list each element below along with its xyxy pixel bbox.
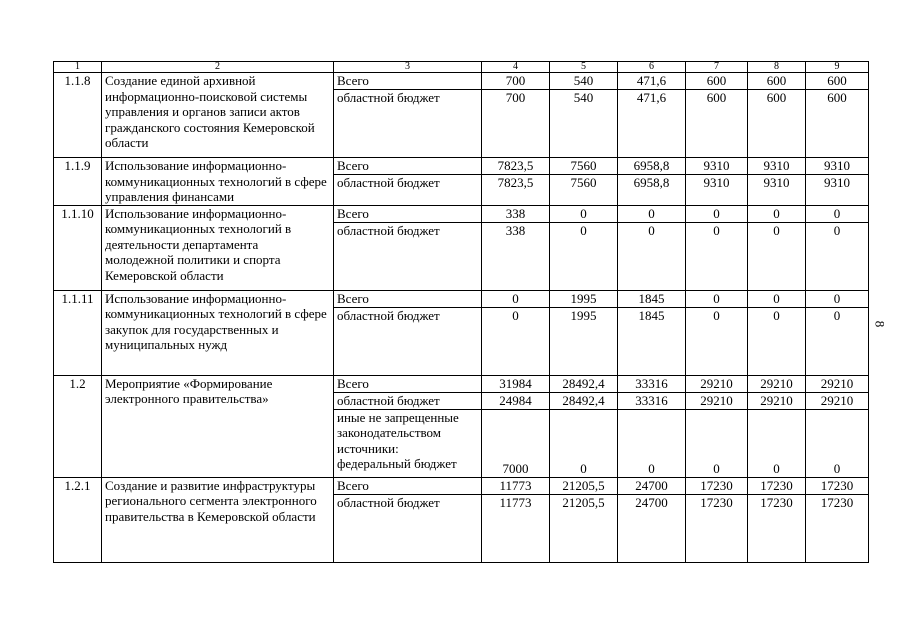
amount-cell: 0: [806, 205, 869, 222]
amount-cell: 0: [748, 205, 806, 222]
amount-cell: 24700: [618, 494, 686, 562]
amount-cell: 21205,5: [550, 494, 618, 562]
amount-cell: 17230: [806, 494, 869, 562]
funding-source-cell: [334, 175, 482, 205]
funding-source-cell: [334, 158, 482, 175]
amount-cell: 0: [686, 409, 748, 477]
amount-cell: 9310: [806, 175, 869, 205]
item-name: Использование информационно-коммуникационных технологий в деятельности департамента молодежной политики и спорта Кемеровской области: [102, 205, 334, 290]
amount-cell: 0: [748, 290, 806, 307]
amount-cell: 9310: [806, 158, 869, 175]
header-cell: 3: [334, 62, 482, 73]
amount-cell: 17230: [806, 477, 869, 494]
amount-cell: 1995: [550, 307, 618, 375]
amount-cell: 0: [686, 222, 748, 290]
header-cell: 4: [482, 62, 550, 73]
amount-cell: 29210: [806, 375, 869, 392]
header-row: [54, 62, 869, 73]
amount-cell: 0: [806, 307, 869, 375]
amount-cell: 600: [686, 73, 748, 90]
amount-cell: 17230: [686, 494, 748, 562]
header-cell: 6: [618, 62, 686, 73]
header-cell: 7: [686, 62, 748, 73]
funding-source: Всего: [337, 375, 369, 391]
amount-cell: 338: [482, 205, 550, 222]
amount-cell: 600: [806, 73, 869, 90]
item-code: 1.2.1: [54, 477, 102, 562]
amount-cell: 1845: [618, 307, 686, 375]
funding-source: областной бюджет: [337, 494, 440, 510]
amount-cell: 29210: [748, 392, 806, 409]
amount-cell: 0: [686, 205, 748, 222]
amount-cell: 0: [550, 222, 618, 290]
item-code: 1.1.8: [54, 73, 102, 158]
item-code: 1.1.11: [54, 290, 102, 375]
item-code: 1.1.9: [54, 158, 102, 206]
amount-cell: 1845: [618, 290, 686, 307]
amount-cell: 600: [748, 73, 806, 90]
funding-source-cell: [334, 409, 482, 477]
funding-source: областной бюджет: [337, 90, 440, 105]
funding-source-cell: [334, 290, 482, 307]
amount-cell: 338: [482, 222, 550, 290]
item-code: 1.2: [54, 375, 102, 477]
funding-source: Всего: [337, 477, 369, 493]
amount-cell: 29210: [806, 392, 869, 409]
amount-cell: 540: [550, 73, 618, 90]
amount-cell: 0: [482, 307, 550, 375]
funding-source: Всего: [337, 290, 369, 306]
amount-cell: 0: [748, 307, 806, 375]
amount-cell: 28492,4: [550, 375, 618, 392]
amount-cell: 600: [748, 90, 806, 158]
funding-source-cell: [334, 222, 482, 290]
table-row: [54, 205, 869, 222]
amount-cell: 1995: [550, 290, 618, 307]
amount-cell: 6958,8: [618, 175, 686, 205]
amount-cell: 700: [482, 73, 550, 90]
amount-cell: 24700: [618, 477, 686, 494]
item-name: Создание и развитие инфраструктуры регионального сегмента электронного правительства в Кемеровской области: [102, 477, 334, 562]
funding-source-cell: [334, 392, 482, 409]
amount-cell: 0: [618, 409, 686, 477]
funding-source-cell: [334, 307, 482, 375]
amount-cell: 700: [482, 90, 550, 158]
budget-table: [53, 61, 869, 563]
header-cell: 9: [806, 62, 869, 73]
amount-cell: 0: [748, 409, 806, 477]
amount-cell: 0: [806, 290, 869, 307]
amount-cell: 9310: [748, 175, 806, 205]
item-name: Использование информационно-коммуникационных технологий в сфере закупок для государственных и муниципальных нужд: [102, 290, 334, 375]
funding-source: Всего: [337, 158, 369, 173]
table-row: [54, 158, 869, 175]
item-name: Использование информационно-коммуникационных технологий в сфере управления финансами: [102, 158, 334, 206]
amount-cell: 31984: [482, 375, 550, 392]
item-name: Создание единой архивной информационно-поисковой системы управления и органов записи актов гражданского состояния Кемеровской области: [102, 73, 334, 158]
table-row: [54, 73, 869, 90]
amount-cell: 7823,5: [482, 158, 550, 175]
amount-cell: 17230: [748, 477, 806, 494]
amount-cell: 29210: [686, 392, 748, 409]
amount-cell: 0: [618, 205, 686, 222]
amount-cell: 0: [550, 205, 618, 222]
page-number: 8: [872, 320, 888, 328]
funding-source: иные не запрещенные законодательством источники: федеральный бюджет: [337, 409, 459, 471]
header-cell: 5: [550, 62, 618, 73]
funding-source: областной бюджет: [337, 392, 440, 408]
amount-cell: 0: [806, 409, 869, 477]
header-cell: 2: [102, 62, 334, 73]
funding-source-cell: [334, 477, 482, 494]
amount-cell: 33316: [618, 375, 686, 392]
funding-source-cell: [334, 375, 482, 392]
amount-cell: 540: [550, 90, 618, 158]
funding-source: областной бюджет: [337, 175, 440, 191]
amount-cell: 600: [686, 90, 748, 158]
amount-cell: 9310: [686, 158, 748, 175]
amount-cell: 29210: [686, 375, 748, 392]
header-cell: 1: [54, 62, 102, 73]
item-name: Мероприятие «Формирование электронного правительства»: [102, 375, 334, 477]
funding-source-cell: [334, 90, 482, 158]
amount-cell: 0: [806, 222, 869, 290]
amount-cell: 0: [686, 290, 748, 307]
amount-cell: 7000: [482, 409, 550, 477]
amount-cell: 28492,4: [550, 392, 618, 409]
funding-source: областной бюджет: [337, 307, 440, 323]
amount-cell: 29210: [748, 375, 806, 392]
amount-cell: 11773: [482, 494, 550, 562]
amount-cell: 6958,8: [618, 158, 686, 175]
amount-cell: 0: [482, 290, 550, 307]
amount-cell: 17230: [686, 477, 748, 494]
amount-cell: 9310: [748, 158, 806, 175]
amount-cell: 33316: [618, 392, 686, 409]
amount-cell: 7560: [550, 175, 618, 205]
amount-cell: 471,6: [618, 90, 686, 158]
item-code: 1.1.10: [54, 205, 102, 290]
table-row: [54, 290, 869, 307]
amount-cell: 600: [806, 90, 869, 158]
funding-source: Всего: [337, 205, 369, 221]
amount-cell: 24984: [482, 392, 550, 409]
header-cell: 8: [748, 62, 806, 73]
funding-source-cell: [334, 205, 482, 222]
amount-cell: 21205,5: [550, 477, 618, 494]
amount-cell: 9310: [686, 175, 748, 205]
amount-cell: 0: [618, 222, 686, 290]
funding-source: Всего: [337, 73, 369, 88]
amount-cell: 7823,5: [482, 175, 550, 205]
amount-cell: 17230: [748, 494, 806, 562]
amount-cell: 0: [748, 222, 806, 290]
amount-cell: 11773: [482, 477, 550, 494]
table-row: [54, 375, 869, 392]
funding-source: областной бюджет: [337, 222, 440, 238]
amount-cell: 471,6: [618, 73, 686, 90]
table-row: [54, 477, 869, 494]
amount-cell: 0: [550, 409, 618, 477]
funding-source-cell: [334, 494, 482, 562]
amount-cell: 7560: [550, 158, 618, 175]
amount-cell: 0: [686, 307, 748, 375]
funding-source-cell: [334, 73, 482, 90]
